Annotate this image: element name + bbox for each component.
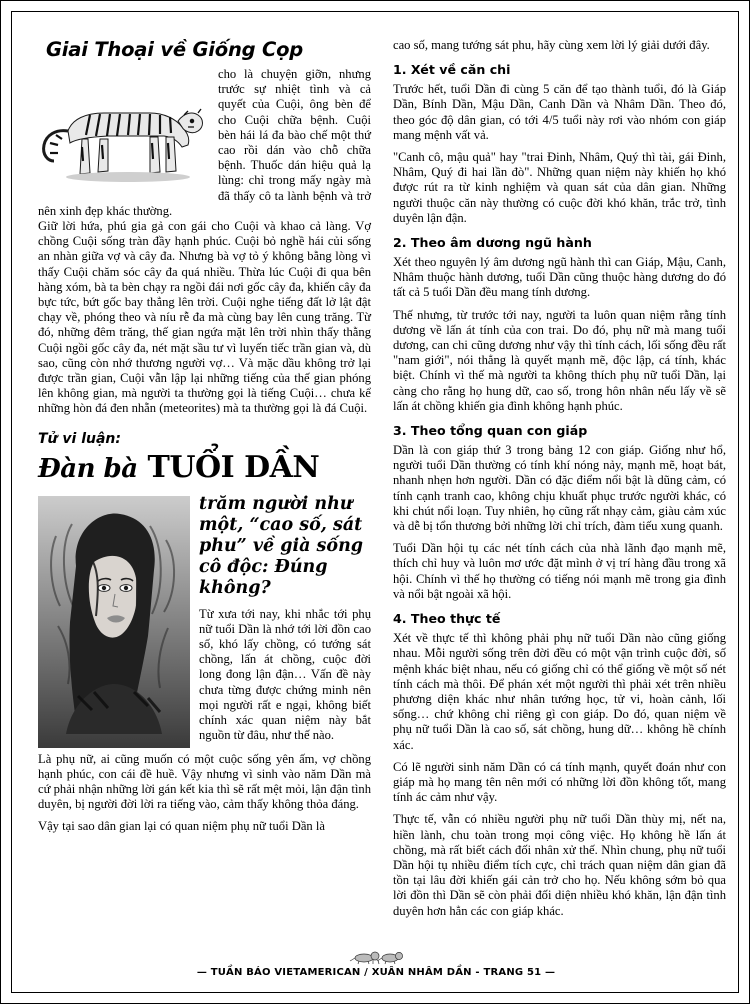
section1-paragraph-1: Trước hết, tuổi Dần đi cùng 5 căn để tạo thành tuổi, đó là Giáp Dần, Bính Dần, Mậu Dần, Canh Dần và Nhâm Dần. Theo đó, theo góc độ dân gian, có tới 4/5 tuổi này rơi vào nhóm con giáp mang mệnh vất vả. [393,82,726,142]
two-column-layout [38,38,726,948]
article2-body [38,494,371,752]
article1-paragraph-1: cho là chuyện giỡn, nhưng trước sự nhiệt tình và cả quyết của Cuội, ông bèn để cho Cuội chữa bệnh. Cuội bèn hái lá đa bào chế một thứ cao rồi dán vào chỗ chữa bệnh. Thuốc dán hiệu quả lạ lùng: chỉ trong mấy ngày mà đã thấy cô ta lành bệnh và trở nên xinh đẹp khác thường. [38,67,371,218]
article2-paragraph-2: Là phụ nữ, ai cũng muốn có một cuộc sống yên ấm, vợ chồng hạnh phúc, con cái đề huề. Vậy nhưng vì sinh vào năm Dần mà cứ phải nhận những lời gán kết kia thì sẽ rất mệt mỏi, lận đận tình duyên, bị người đời lời ra tiếng vào, cảm thấy không thỏa đáng. [38,751,371,812]
article2-paragraph-1: Từ xưa tới nay, khi nhắc tới phụ nữ tuổi Dần là nhớ tới lời đồn cao số, khó lấy chồng, có tướng sát chồng, lấn át chồng, cuộc đời long đong lận đận… Vấn đề này chưa từng được chứng minh nên mọi người rất e ngại, không biết chính xác quan niệm này bắt nguồn từ đâu, như thế nào. [199,606,371,743]
article2-paragraph-3: Vậy tại sao dân gian lại có quan niệm phụ nữ tuổi Dần là [38,819,325,834]
section3-paragraph-1: Dần là con giáp thứ 3 trong bảng 12 con giáp. Giống như hổ, người tuổi Dần thường có tính khí nóng nảy, mạnh mẽ, hoạt bát, nhanh nhẹn hơn người. Dần có đặc điểm nổi bật là dũng cảm, có tính cạnh tranh cao, không chịu khuất phục trước người khác, có khi chút nổi loạn. Tuy nhiên, họ cũng rất nhạy cảm, giàu cảm xúc và dễ bị tổn thương bởi những lời chỉ trích, đàm tiếu xung quanh. [393,443,726,534]
article1-body [38,67,371,219]
article2-headline [38,451,371,486]
section-heading-4: 4. Theo thực tế [393,611,501,627]
woman-tiger-portrait [38,496,190,748]
section2-paragraph-1: Xét theo nguyên lý âm dương ngũ hành thì can Giáp, Mậu, Canh, Nhâm thuộc hành dương, tuổi Dần cũng thuộc hàng dương do đó tất cả 5 tuổi Dần đều mang tính dương. [393,255,726,300]
right-column [393,38,726,948]
section4-paragraph-3: Thực tế, vẫn có nhiều người phụ nữ tuổi Dần thùy mị, nết na, hiền lành, chu toàn trong mọi công việc. Họ không hề lấn át chồng, mà rất biết cách đối nhân xử thế. Nhìn chung, phụ nữ tuổi Dần hội tụ nhiều điểm tích cực, chỉ trách quan niệm dân gian đã tồn tại lâu đời khiến gái cản trở cho họ. Nếu không sớm bỏ qua lời đồn thì Dần sẽ còn phải đối diện nhiều khó khăn, lận đận tình duyên hơn hẳn các con giáp khác. [393,812,726,918]
page-frame [11,11,739,993]
footer-text: — TUẦN BÁO VIETAMERICAN / XUÂN NHÂM DẦN - TRANG 51 — [196,967,556,978]
section-heading-2: 2. Theo âm dương ngũ hành [393,235,592,251]
woman-portrait-svg [38,496,190,748]
section2-paragraph-2: Thế nhưng, từ trước tới nay, người ta luôn quan niệm rằng tính dương về lấn át tính của con trai. Do đó, phụ nữ mà mang tuổi dương, can chi cũng dương như vậy thì tính cách, lối sống đều rất "nam giới", nói thẳng là quyết mạnh mẽ, độc lập, cá tính, khác biệt. Chính vì thế mà người ta không thích phụ nữ tuổi Dần, lại càng cho rằng họ hung dữ, cao số, trong hôn nhân nếu lấy về sẽ lấn át chồng khiến gia đình không hạnh phúc. [393,307,726,413]
tiger-illustration [38,69,210,201]
article1-headline: Giai Thoại về Giống Cọp [46,38,304,61]
article2-deck: trăm người như một, “cao số, sát phu” về già sống cô độc: Đúng không? [199,493,364,598]
article2-headline-part2: TUỔI DẦN [147,449,320,485]
right-column-lead: cao số, mang tướng sát phu, hãy cùng xem lời lý giải dưới đây. [393,38,710,52]
tiger-image-svg [38,69,210,201]
article2-kicker: Tử vi luận: [38,430,121,447]
tiger-footer-icon [348,949,404,965]
left-column [38,38,371,948]
page-footer [12,949,740,978]
article1-paragraph-2: Giữ lời hứa, phú gia gả con gái cho Cuội và khao cả làng. Vợ chồng Cuội sống tràn đầy hạnh phúc. Cuội bỏ nghề hái củi sống an nhàn giữa vợ và cây đa. Nhưng bà vợ tỏ ý không bằng lòng vì thấy Cuội chăm sóc cây đa quá nhiều. Thừa lúc Cuội đi qua bên hàng xóm, bà ta bèn chạy ra ngồi đái nơi gốc cây đa, khiến cây đa bực tức, bứt gốc bay thẳng lên trời. Cuội nghe tiếng đất lở lật đật chạy về, phóng theo và níu rễ đa mà cùng bay lên cung trăng. Từ đó, những đêm trăng, thế gian ngứa mặt lên trời nhìn thấy thằng Cuội ngồi gốc cây đa, nét mặt sầu tư vì luyến tiếc trần gian và, dù sao, cũng còn nhớ thương người vợ… Và mặc dầu không trở lại được trần gian, Cuội vẫn lập lại những tiếng của thế gian phóng lên không gian, mà người ta thường gọi là tiếng Cuội… chưa kể những hòn đá đen nhẵn (meteorites) mà ta thường gọi là đá Cuội. [38,219,371,416]
section3-paragraph-2: Tuổi Dần hội tụ các nét tính cách của nhà lãnh đạo mạnh mẽ, thích chỉ huy và luôn mơ ước đặt mình ở vị trí hàng đầu trong xã hội. Chính vì thế họ thường có tiếng nói mạnh mẽ trong gia đình và nổi bật ngoài xã hội. [393,541,726,601]
article2-headline-part1: Đàn bà [38,453,138,484]
section4-paragraph-1: Xét về thực tế thì không phải phụ nữ tuổi Dần nào cũng giống nhau. Mỗi người sống trên đời đều có một vận trình cuộc đời, số mệnh khác biệt nhau, nếu có giống chỉ có thể giống về một số nét tính cách mà thôi. Để phán xét một người thì phải xét trên nhiều phương diện khác như nhân tướng học, tử vi, hoàn cảnh, lối sống… chứ không chỉ riêng gì con giáp. Do đó, quan niệm về phụ nữ tuổi Dần là cao số, sát chồng, hung dữ… không hề chính xác. [393,631,726,752]
section-heading-1: 1. Xét về căn chi [393,62,511,78]
section-heading-3: 3. Theo tổng quan con giáp [393,423,588,439]
section1-paragraph-2: "Canh cô, mậu quả" hay "trai Đinh, Nhâm, Quý thì tài, gái Đinh, Nhâm, Quý đi hai lần đò". Những quan niệm này khiến họ khó được rút ra từ kinh nghiệm và quan sát của dân gian. Những người thuộc căn này thường có cuộc đời khó khăn, trắc trở, tình duyên lận đận. [393,150,726,225]
section4-paragraph-2: Có lẽ người sinh năm Dần có cá tính mạnh, quyết đoán như con giáp mà họ mang tên nên mới có những lời đồn không tốt, mang tính ác cảm như vậy. [393,759,726,805]
